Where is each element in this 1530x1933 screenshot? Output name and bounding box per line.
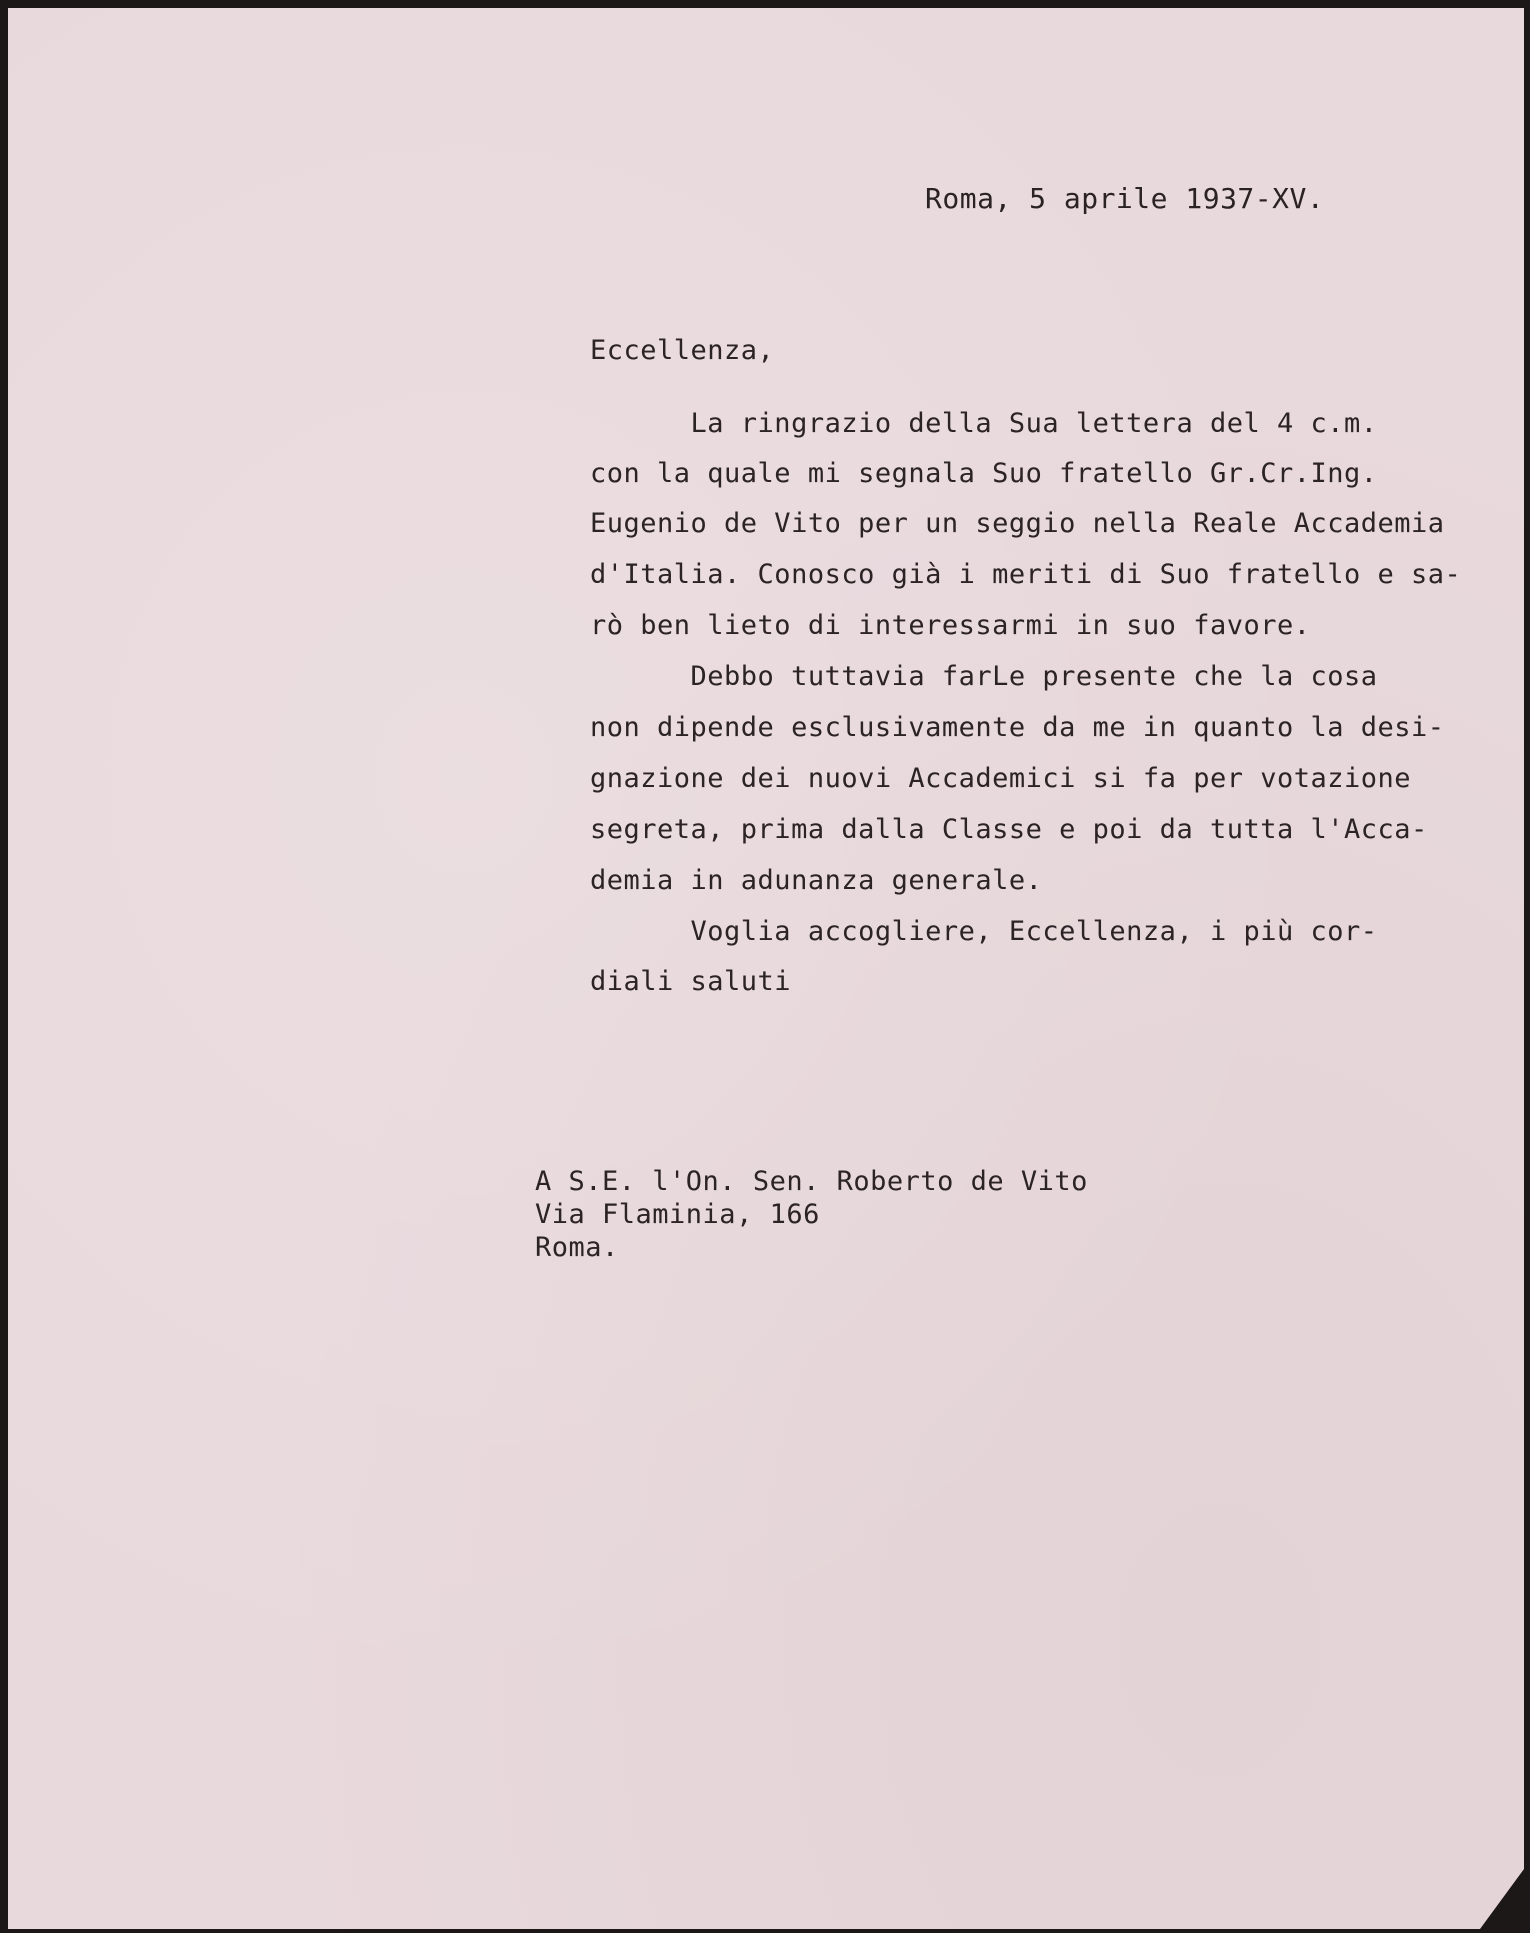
body-line: demia in adunanza generale. xyxy=(590,865,1043,896)
body-line: non dipende esclusivamente da me in quanto la desi- xyxy=(590,712,1445,743)
body-line: Voglia accogliere, Eccellenza, i più cor- xyxy=(590,916,1378,947)
body-line: La ringrazio della Sua lettera del 4 c.m. xyxy=(590,408,1378,439)
letter-date: Roma, 5 aprile 1937-XV. xyxy=(925,182,1325,215)
body-line: con la quale mi segnala Suo fratello Gr.Cr.Ing. xyxy=(590,458,1378,489)
salutation: Eccellenza, xyxy=(590,335,775,366)
address-line: Via Flaminia, 166 xyxy=(535,1199,820,1230)
torn-corner xyxy=(1480,1869,1524,1929)
body-line: Eugenio de Vito per un seggio nella Reale Accademia xyxy=(590,508,1445,539)
body-line: Debbo tuttavia farLe presente che la cosa xyxy=(590,661,1378,692)
body-line: segreta, prima dalla Classe e poi da tutta l'Acca- xyxy=(590,814,1428,845)
address-line: Roma. xyxy=(535,1232,619,1263)
body-line: diali saluti xyxy=(590,966,792,997)
body-line: d'Italia. Conosco già i meriti di Suo fratello e sa- xyxy=(590,559,1462,590)
body-line: gnazione dei nuovi Accademici si fa per votazione xyxy=(590,763,1412,794)
address-line: A S.E. l'On. Sen. Roberto de Vito xyxy=(535,1166,1088,1197)
body-line: rò ben lieto di interessarmi in suo favore. xyxy=(590,610,1311,641)
